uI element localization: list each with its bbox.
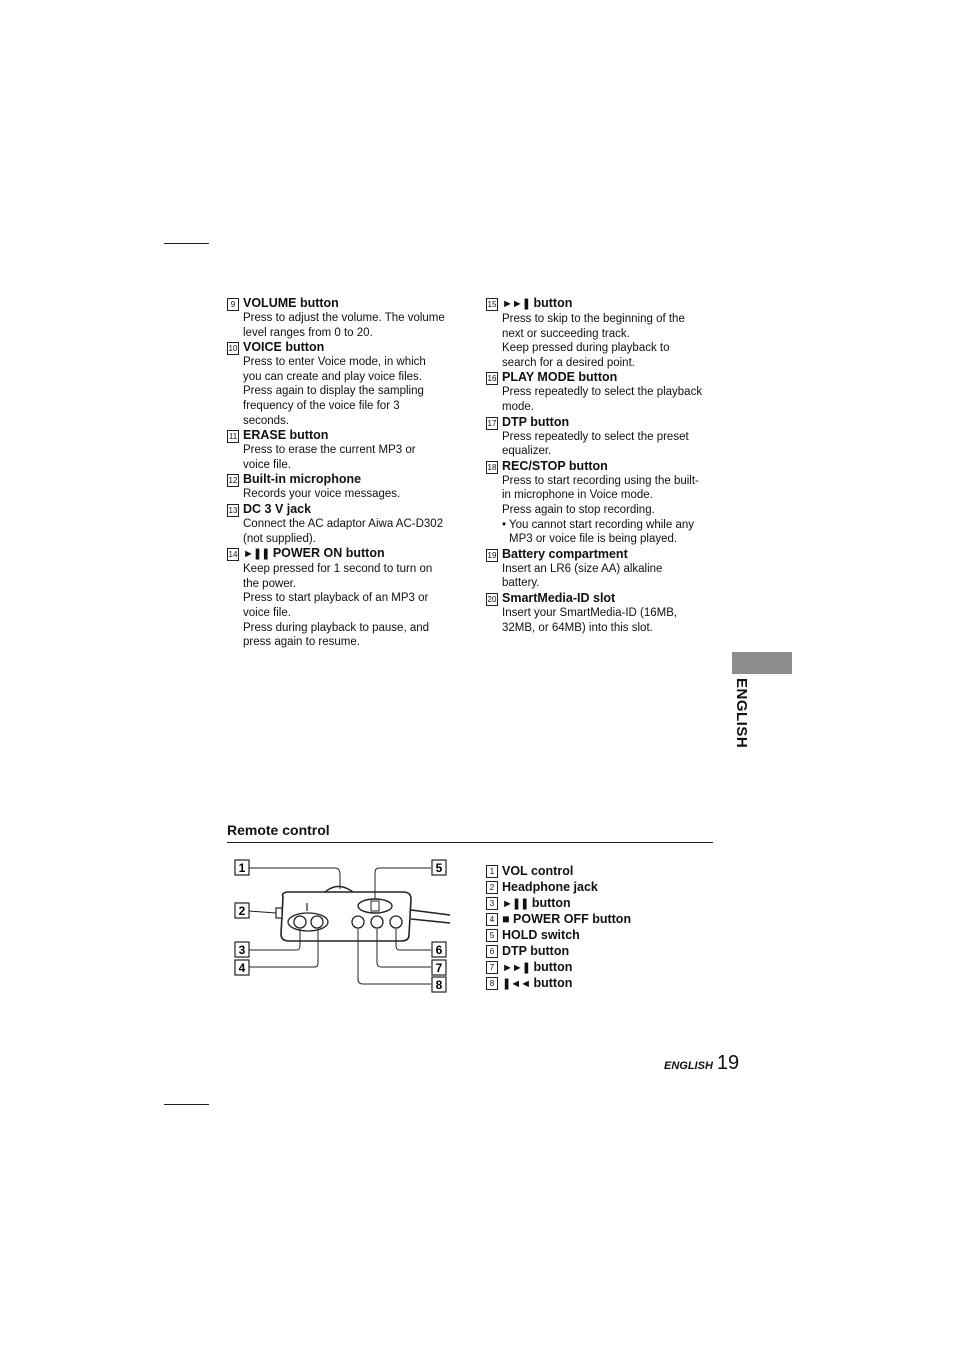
skip-next-icon: ►►❚ [502,962,530,974]
item-desc: voice file. [243,606,291,619]
item-number: 12 [228,476,238,486]
item-desc: Press to skip to the beginning of the [502,313,685,325]
item-desc: Keep pressed for 1 second to turn on [243,563,433,576]
remote-control-diagram [225,855,455,1000]
item-desc: level ranges from 0 to 20. [243,326,373,339]
callout-number: 1 [238,861,246,875]
section-title: Remote control [227,822,330,838]
item-battery-compartment [486,547,718,591]
item-desc: battery. [502,577,540,590]
item-desc: 32MB, or 64MB) into this slot. [502,621,653,634]
item-title: ERASE button [243,428,329,443]
callout-8 [432,977,446,992]
item-desc: Keep pressed during playback to [502,342,670,355]
item-number: 5 [486,929,498,942]
item-desc: frequency of the voice file for 3 [243,399,400,412]
callout-number: 6 [435,943,443,957]
item-desc: Insert an LR6 (size AA) alkaline [502,562,663,575]
item-play-mode-button [486,370,718,414]
item-title-text: button [533,960,573,974]
item-title: Built-in microphone [243,472,362,487]
item-number: 17 [487,418,497,428]
cable [411,910,450,923]
item-title: SmartMedia-ID slot [502,590,616,605]
item-number: 7 [486,961,498,974]
item-number: 9 [227,298,239,311]
item-number: 14 [228,550,238,560]
remote-item-dtp [486,944,726,960]
item-desc: search for a desired point. [502,356,635,369]
item-desc: press again to resume. [243,636,360,649]
item-power-on-button [227,546,459,650]
item-title: VOLUME button [243,296,339,310]
remote-item-skip-prev [486,976,726,992]
item-desc: Press to erase the current MP3 or [243,444,416,457]
item-skip-next-button [486,296,718,370]
item-number: 13 [228,505,238,515]
item-desc: mode. [502,400,534,413]
stop-icon: ■ [502,912,510,926]
item-title: REC/STOP button [502,458,608,473]
item-title: VOL control [502,864,574,878]
item-title: DTP button [502,944,570,958]
item-built-in-microphone [227,472,459,502]
item-desc: Press to adjust the volume. The volume [243,312,445,324]
item-desc: (not supplied). [243,532,316,545]
item-desc: Press repeatedly to select the preset [502,430,689,443]
item-desc: in microphone in Voice mode. [502,489,653,502]
vol-wheel [325,887,353,893]
item-title-text: button [533,296,573,310]
power-off-button-shape [311,916,323,928]
item-title: Headphone jack [502,880,598,894]
play-pause-icon: ►❚❚ [243,548,270,561]
item-rec-stop-button [486,459,718,547]
play-pause-button-shape [294,916,306,928]
callout-number: 4 [238,961,246,975]
item-number: 8 [486,977,498,990]
item-number: 6 [486,945,498,958]
page-footer [664,1052,739,1075]
item-title-text: button [533,976,573,990]
footer-language: ENGLISH [664,1060,713,1072]
callout-number: 2 [238,904,246,918]
dtp-button-shape [352,916,364,928]
language-tab [732,652,792,674]
remote-item-power-off [486,912,726,928]
item-desc: equalizer. [502,445,552,458]
left-column [227,296,459,650]
item-desc: Records your voice messages. [243,488,401,501]
item-title: PLAY MODE button [502,370,618,385]
item-smartmedia-slot [486,591,718,635]
right-column [486,296,718,635]
sidebar-language-label: ENGLISH [733,678,750,749]
item-title-text: button [531,896,571,910]
item-number: 18 [487,462,497,472]
item-note: • You cannot start recording while any [502,518,694,531]
callout-6 [432,942,446,957]
skip-prev-icon: ❚◄◄ [502,978,530,990]
item-desc: Press to start recording using the built- [502,474,699,487]
callout-5 [432,860,446,875]
item-title [502,896,726,912]
item-number: 11 [228,432,238,442]
item-title-text: POWER OFF button [513,912,632,926]
item-desc: Press repeatedly to select the playback [502,386,703,399]
item-desc: the power. [243,577,297,590]
callout-3 [235,942,249,957]
item-title: HOLD switch [502,928,580,942]
skip-prev-button-shape [390,916,402,928]
item-desc: seconds. [243,414,290,427]
item-desc: Press again to display the sampling [243,385,424,398]
item-number: 1 [486,865,498,878]
item-number: 20 [487,594,497,604]
item-desc: Press during playback to pause, and [243,621,430,634]
callout-number: 8 [435,978,443,992]
callout-number: 5 [435,861,443,875]
item-dc-jack [227,502,459,546]
item-title [243,546,459,562]
skip-next-icon: ►►❚ [502,298,530,310]
remote-item-skip-next [486,960,726,976]
item-volume-button [227,296,459,340]
remote-item-vol-control [486,864,726,880]
item-desc: voice file. [243,458,291,471]
item-number: 10 [228,344,238,354]
item-title: Battery compartment [502,546,628,561]
remote-item-headphone-jack [486,880,726,896]
bottom-crop-rule [164,1104,209,1105]
item-title: VOICE button [243,340,325,355]
item-number: 19 [487,550,497,560]
item-title [502,976,726,992]
remote-item-play-pause [486,896,726,912]
headphone-jack [276,908,282,918]
item-desc: you can create and play voice files. [243,370,422,383]
callout-2 [235,903,249,918]
top-crop-rule [164,243,209,244]
item-note: MP3 or voice file is being played. [509,533,678,546]
item-title-text: POWER ON button [272,546,385,561]
item-desc: Insert your SmartMedia-ID (16MB, [502,606,678,619]
remote-item-hold-switch [486,928,726,944]
item-desc: Press to start playback of an MP3 or [243,592,429,605]
section-rule [227,842,713,843]
item-title: DC 3 V jack [243,501,312,516]
item-title [502,912,726,927]
item-number: 3 [486,897,498,910]
skip-next-button-shape [371,916,383,928]
item-desc: Press again to stop recording. [502,503,655,516]
item-erase-button [227,428,459,472]
item-number: 4 [486,913,498,926]
callout-number: 7 [435,961,443,975]
remote-parts-list [486,864,726,992]
item-voice-button [227,340,459,428]
item-number: 2 [486,881,498,894]
item-title [502,296,718,312]
callout-number: 3 [238,943,246,957]
item-dtp-button [486,415,718,459]
callout-4 [235,960,249,975]
item-desc: Connect the AC adaptor Aiwa AC-D302 [243,517,444,530]
callout-7 [432,960,446,975]
item-title [502,960,726,976]
page-number: 19 [716,1052,740,1074]
item-desc: next or succeeding track. [502,327,630,340]
callout-1 [235,860,249,875]
item-number: 15 [487,300,497,309]
item-desc: Press to enter Voice mode, in which [243,356,426,369]
play-pause-icon: ►❚❚ [502,898,529,910]
item-title: DTP button [502,414,570,429]
item-number: 16 [487,374,497,384]
